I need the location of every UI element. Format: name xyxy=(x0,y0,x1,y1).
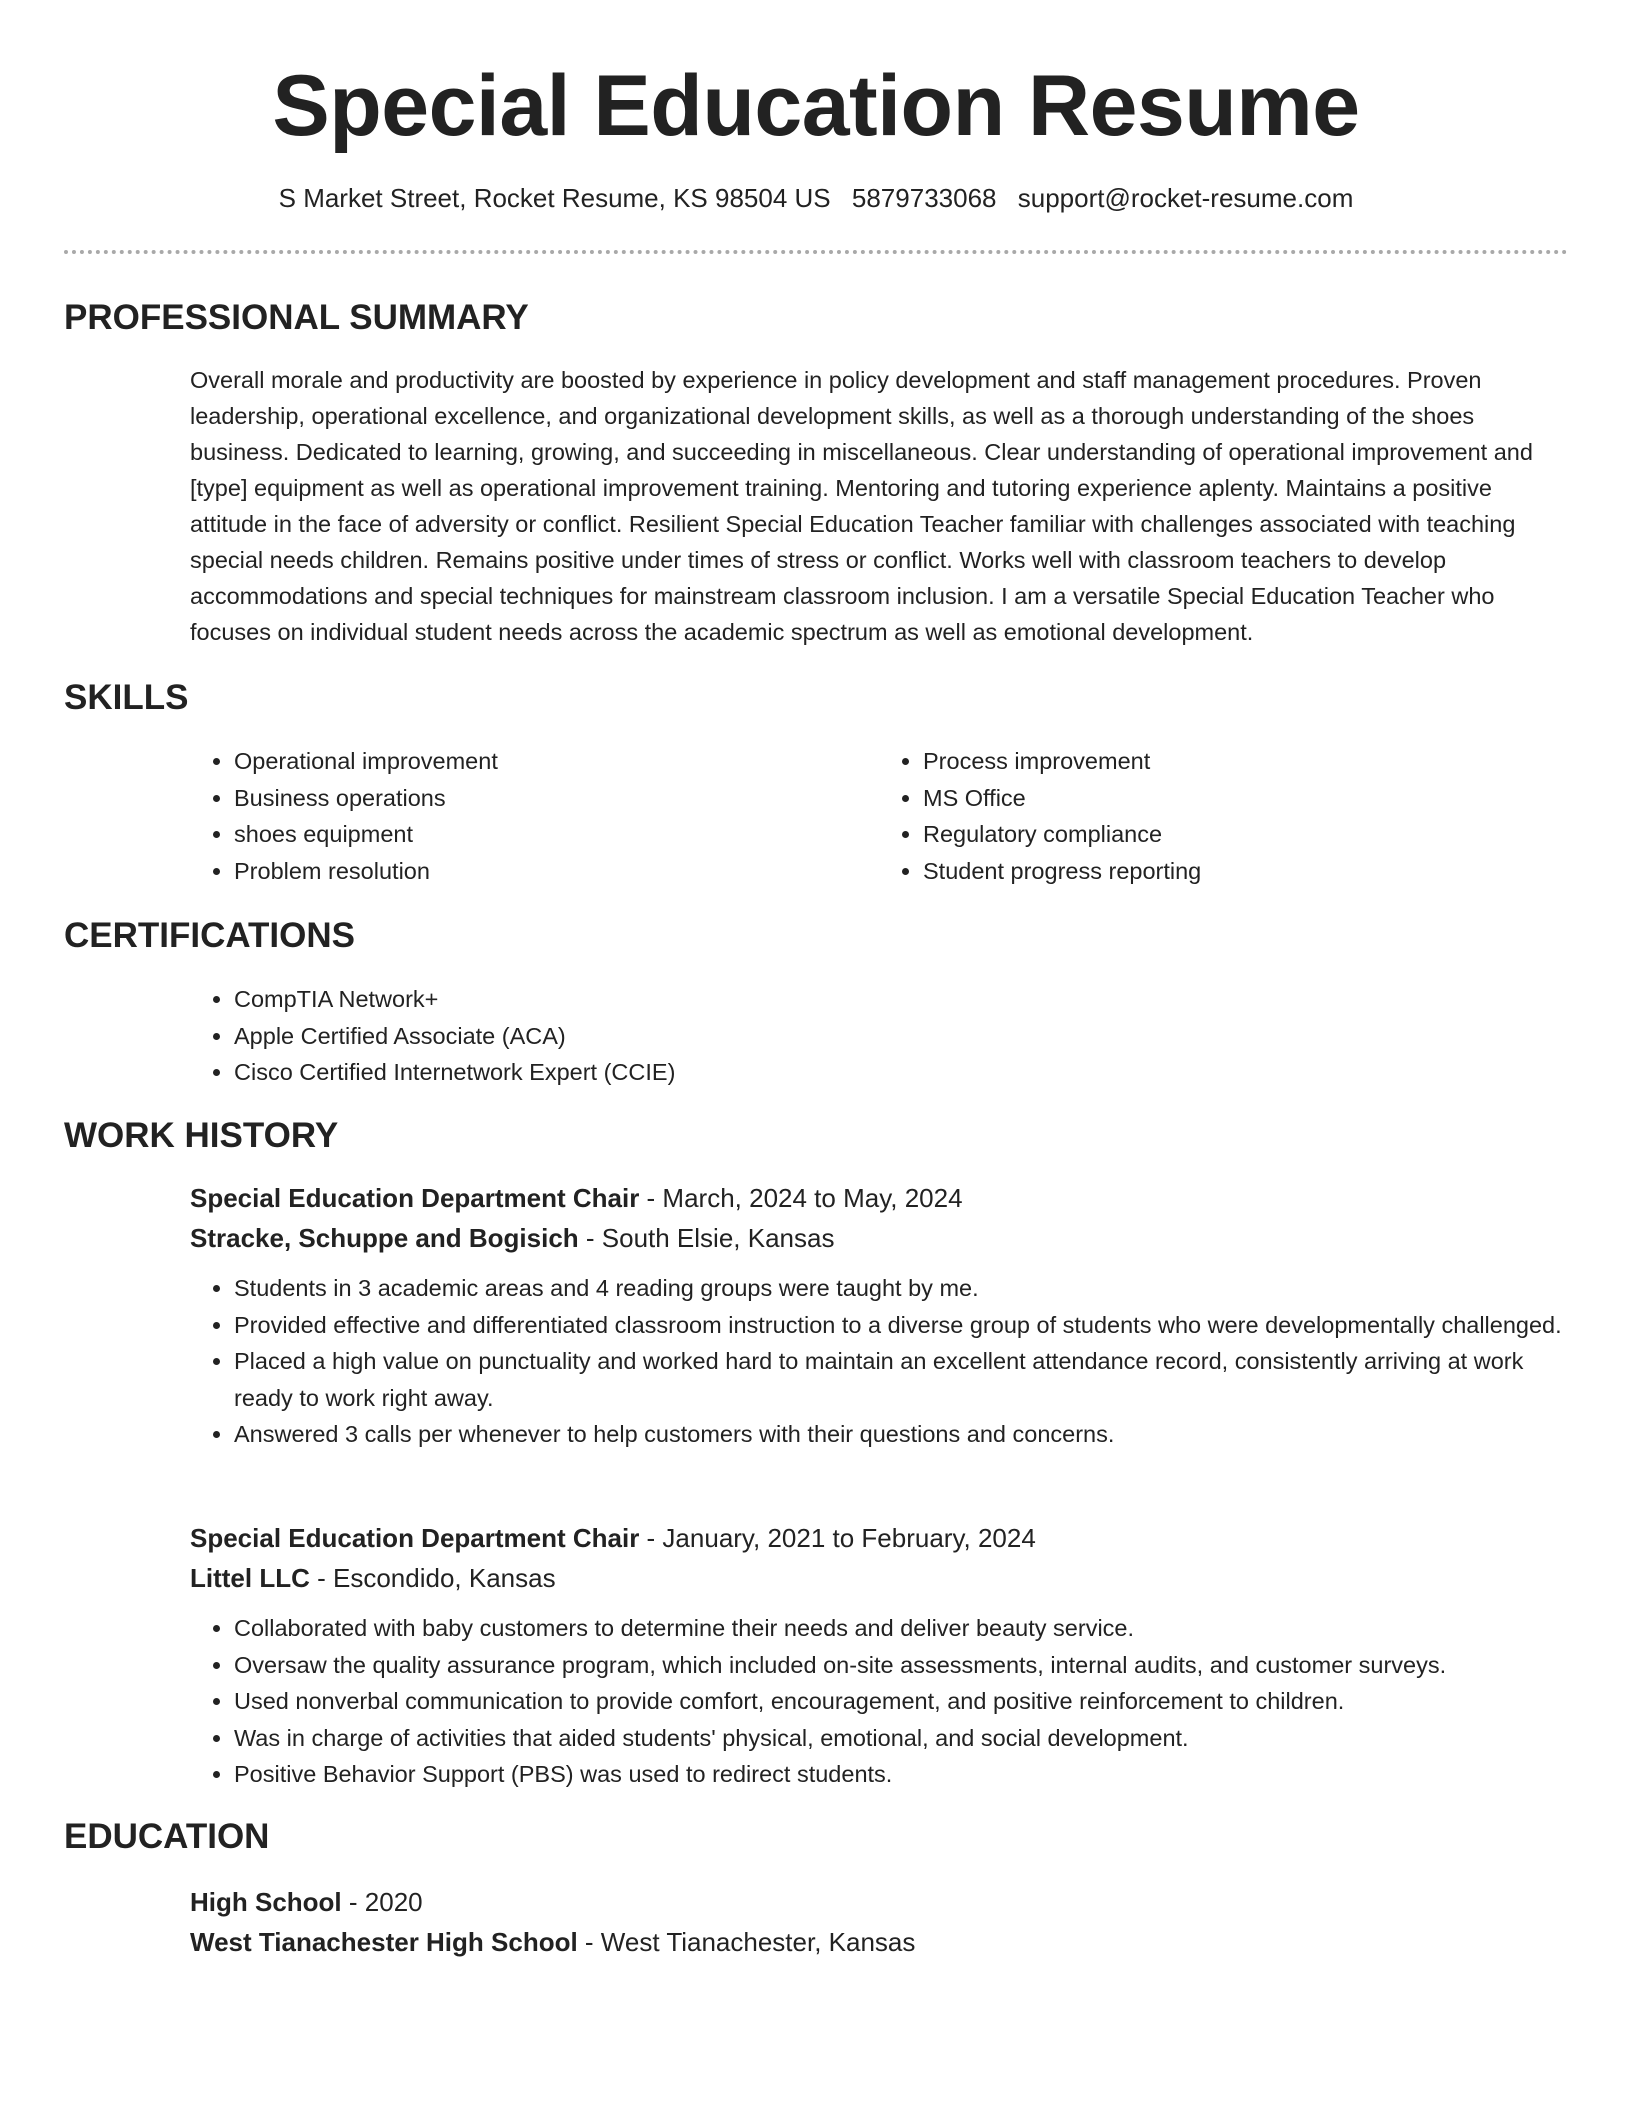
section-title-certifications: CERTIFICATIONS xyxy=(64,916,356,955)
job-bullets xyxy=(190,1270,1568,1453)
header-divider xyxy=(64,250,1568,254)
contact-line xyxy=(64,180,1568,216)
job-bullet: • Collaborated with baby customers to determine their needs and deliver beauty service. xyxy=(234,1610,1568,1647)
skills-list xyxy=(190,743,1568,889)
section-title-work-history: WORK HISTORY xyxy=(64,1116,339,1155)
education-degree-line xyxy=(190,1882,1568,1922)
job-company-line xyxy=(190,1218,1568,1258)
job-title-line xyxy=(190,1518,1568,1558)
job-entry-1 xyxy=(190,1178,1568,1453)
skill-item: • MS Office xyxy=(923,780,1568,817)
skill-item: • Process improvement xyxy=(923,743,1568,780)
job-company: Littel LLC xyxy=(190,1563,310,1593)
certification-item: • CompTIA Network+ xyxy=(234,981,1568,1018)
education-school: West Tianachester High School xyxy=(190,1927,578,1957)
contact-email[interactable]: support@rocket-resume.com xyxy=(1017,183,1354,213)
resume-title: Special Education Resume xyxy=(272,58,1360,154)
job-role: Special Education Department Chair xyxy=(190,1183,640,1213)
certification-item: • Cisco Certified Internetwork Expert (CCIE) xyxy=(234,1054,1568,1091)
job-company: Stracke, Schuppe and Bogisich xyxy=(190,1223,579,1253)
job-bullet: • Students in 3 academic areas and 4 reading groups were taught by me. xyxy=(234,1270,1568,1307)
summary-text: Overall morale and productivity are boosted by experience in policy development and staff management procedures. Proven leadership, operational excellence, and organizational development skills, as well as a thorough understanding of the shoes business. Dedicated to learning, growing, and succeeding in miscellaneous. Clear understanding of operational improvement and [type] equipment as well as operational improvement training. Mentoring and tutoring experience aplenty. Maintains a positive attitude in the face of adversity or conflict. Resilient Special Education Teacher familiar with challenges associated with teaching special needs children. Remains positive under times of stress or conflict. Works well with classroom teachers to develop accommodations and special techniques for mainstream classroom inclusion. I am a versatile Special Education Teacher who focuses on individual student needs across the academic spectrum as well as emotional development. xyxy=(190,367,1533,645)
education-school-line xyxy=(190,1922,1568,1962)
job-bullet: • Oversaw the quality assurance program, which included on-site assessments, internal audits, and customer surveys. xyxy=(234,1647,1568,1684)
contact-phone: 5879733068 xyxy=(851,183,997,213)
education-year: - 2020 xyxy=(341,1887,423,1917)
section-title-education: EDUCATION xyxy=(64,1817,270,1856)
certifications-block xyxy=(190,981,1568,1091)
skill-item: • Business operations xyxy=(234,780,879,817)
job-bullet: • Answered 3 calls per whenever to help customers with their questions and concerns. xyxy=(234,1416,1568,1453)
job-bullets xyxy=(190,1610,1568,1793)
skill-item: • Student progress reporting xyxy=(923,853,1568,890)
job-role: Special Education Department Chair xyxy=(190,1523,640,1553)
contact-address: S Market Street, Rocket Resume, KS 98504 US xyxy=(278,183,831,213)
job-title-line xyxy=(190,1178,1568,1218)
job-bullet: • Placed a high value on punctuality and worked hard to maintain an excellent attendance record, consistently arriving at work ready to work right away. xyxy=(234,1343,1568,1416)
education-entry xyxy=(190,1882,1568,1962)
job-bullet: • Was in charge of activities that aided students' physical, emotional, and social development. xyxy=(234,1720,1568,1757)
summary-block xyxy=(190,362,1568,650)
job-location: - South Elsie, Kansas xyxy=(578,1223,835,1253)
skill-item: • Operational improvement xyxy=(234,743,879,780)
skill-item: • Regulatory compliance xyxy=(923,816,1568,853)
skill-item: • Problem resolution xyxy=(234,853,879,890)
job-bullet: • Provided effective and differentiated classroom instruction to a diverse group of students who were developmentally challenged. xyxy=(234,1307,1568,1344)
certifications-list xyxy=(190,981,1568,1091)
skills-column-left xyxy=(190,743,879,889)
section-title-summary: PROFESSIONAL SUMMARY xyxy=(64,298,529,337)
job-bullet: • Used nonverbal communication to provide comfort, encouragement, and positive reinforcement to children. xyxy=(234,1683,1568,1720)
job-dates: - January, 2021 to February, 2024 xyxy=(639,1523,1036,1553)
job-company-line xyxy=(190,1558,1568,1598)
section-title-skills: SKILLS xyxy=(64,678,189,717)
skills-column-right xyxy=(879,743,1568,889)
education-location: - West Tianachester, Kansas xyxy=(577,1927,916,1957)
job-entry-2 xyxy=(190,1518,1568,1793)
skill-item: • shoes equipment xyxy=(234,816,879,853)
education-degree: High School xyxy=(190,1887,342,1917)
certification-item: • Apple Certified Associate (ACA) xyxy=(234,1018,1568,1055)
job-dates: - March, 2024 to May, 2024 xyxy=(639,1183,963,1213)
job-bullet: • Positive Behavior Support (PBS) was used to redirect students. xyxy=(234,1756,1568,1793)
job-location: - Escondido, Kansas xyxy=(309,1563,556,1593)
